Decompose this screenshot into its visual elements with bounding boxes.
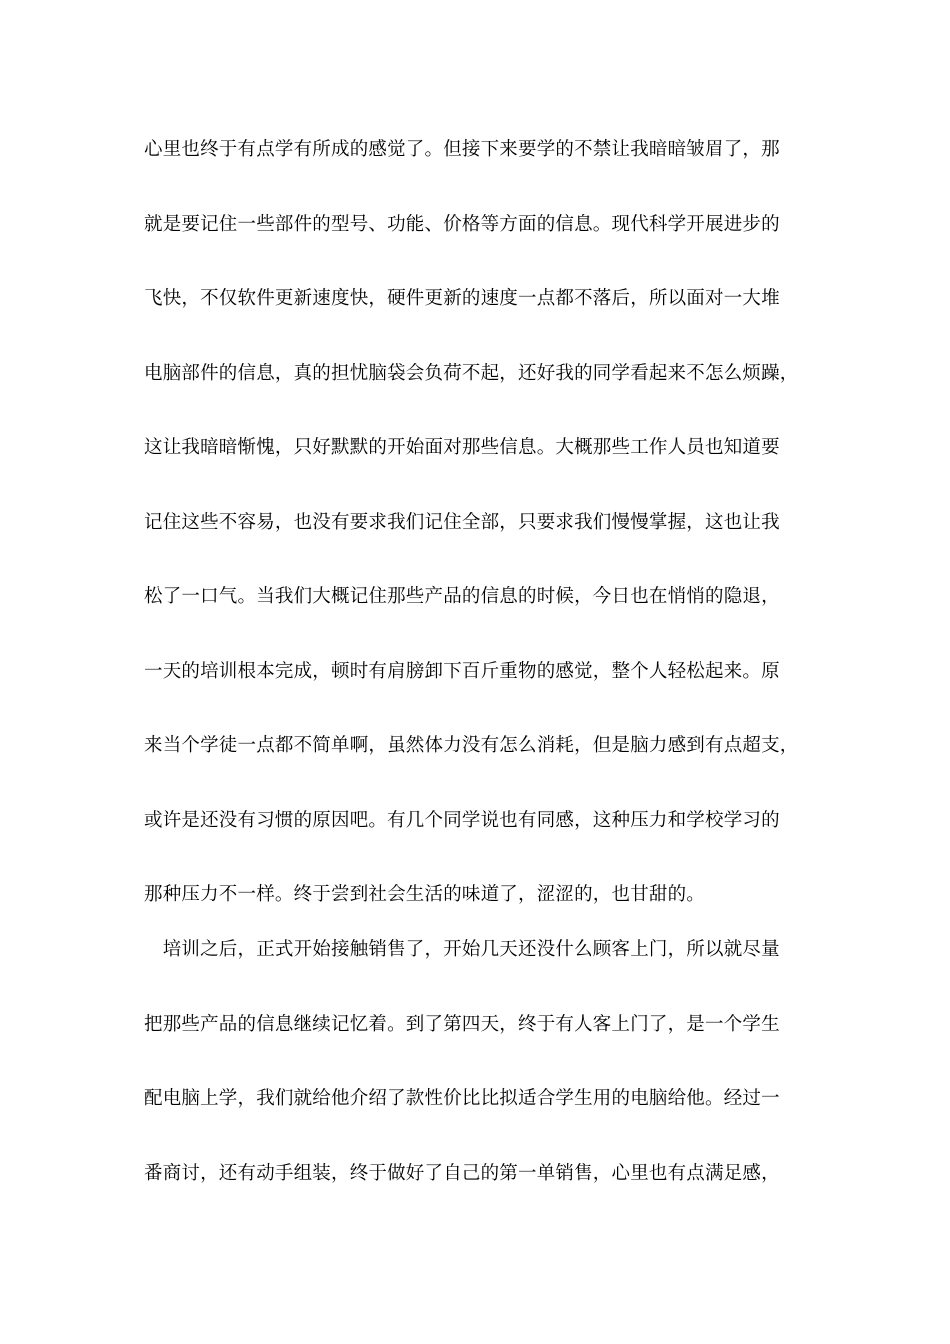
text-line: 飞快，不仅软件更新速度快，硬件更新的速度一点都不落后，所以面对一大堆 bbox=[144, 288, 780, 309]
text-line: 电脑部件的信息，真的担忧脑袋会负荷不起，还好我的同学看起来不怎么烦躁， bbox=[144, 362, 799, 384]
text-line: 一天的培训根本完成，顿时有肩膀卸下百斤重物的感觉，整个人轻松起来。原 bbox=[144, 660, 780, 682]
text-line: 来当个学徒一点都不简单啊，虽然体力没有怎么消耗，但是脑力感到有点超支， bbox=[144, 735, 799, 756]
text-line: 就是要记住一些部件的型号、功能、价格等方面的信息。现代科学开展进步的 bbox=[144, 213, 780, 235]
text-line: 记住这些不容易，也没有要求我们记住全部，只要求我们慢慢掌握，这也让我 bbox=[144, 511, 780, 533]
text-line: 番商讨，还有动手组装，终于做好了自己的第一单销售，心里也有点满足感， bbox=[144, 1162, 780, 1184]
paragraph-start-line: 培训之后，正式开始接触销售了，开始几天还没什么顾客上门，所以就尽量 bbox=[144, 939, 780, 960]
body-text bbox=[144, 128, 824, 1226]
text-line: 松了一口气。当我们大概记住那些产品的信息的时候，今日也在悄悄的隐退， bbox=[144, 586, 780, 607]
text-line: 或许是还没有习惯的原因吧。有几个同学说也有同感，这种压力和学校学习的 bbox=[144, 809, 780, 831]
text-line: 心里也终于有点学有所成的感觉了。但接下来要学的不禁让我暗暗皱眉了，那 bbox=[144, 139, 780, 160]
text-line: 配电脑上学，我们就给他介绍了款性价比比拟适合学生用的电脑给他。经过一 bbox=[144, 1088, 780, 1109]
text-line: 这让我暗暗惭愧，只好默默的开始面对那些信息。大概那些工作人员也知道要 bbox=[144, 437, 780, 458]
text-line: 把那些产品的信息继续记忆着。到了第四天，终于有人客上门了，是一个学生 bbox=[144, 1013, 780, 1035]
text-line: 那种压力不一样。终于尝到社会生活的味道了，涩涩的，也甘甜的。 bbox=[144, 884, 706, 905]
